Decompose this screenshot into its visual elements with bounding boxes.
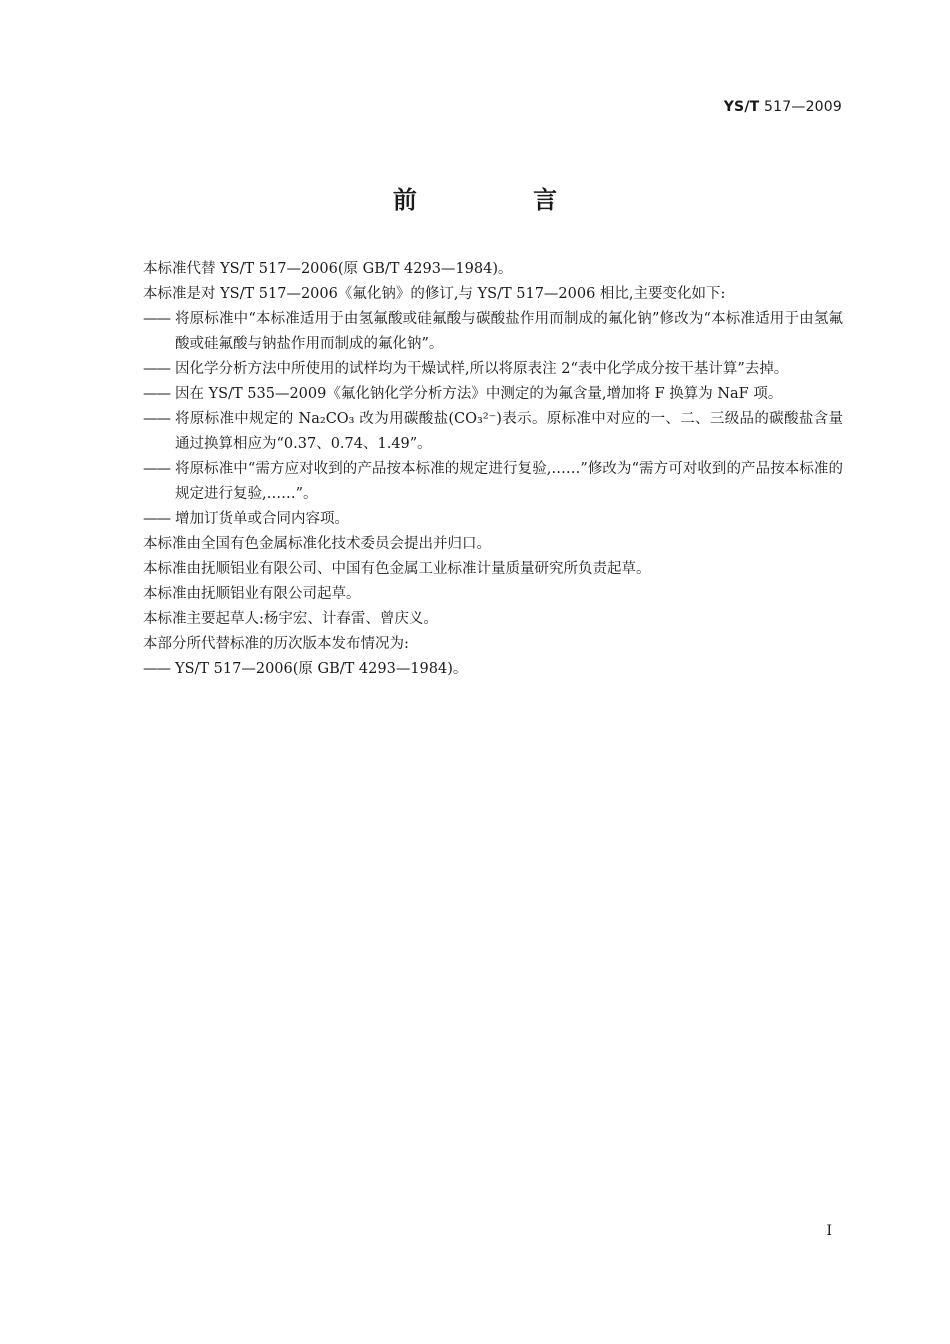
list-item xyxy=(143,657,843,682)
list-item xyxy=(143,457,843,507)
list-dash: —— xyxy=(143,511,170,527)
list-dash: —— xyxy=(143,311,170,327)
list-item-text: 因在 YS/T 535—2009《氟化钠化学分析方法》中测定的为氟含量,增加将 F 换算为 NaF 项。 xyxy=(175,386,783,402)
list-item xyxy=(143,507,843,532)
list-item-text: 增加订货单或合同内容项。 xyxy=(175,511,349,527)
page-title: 前 言 xyxy=(392,186,612,214)
paragraph: 本部分所代替标准的历次版本发布情况为: xyxy=(143,636,409,652)
page-number: I xyxy=(826,1223,832,1239)
foreword-body xyxy=(143,257,843,682)
list-item-text: 将原标准中规定的 Na₂CO₃ 改为用碳酸盐(CO₃²⁻)表示。原标准中对应的一、二、三级品的碳酸盐含量通过换算相应为“0.37、0.74、1.49”。 xyxy=(175,411,843,452)
list-item-text: 因化学分析方法中所使用的试样均为干燥试样,所以将原表注 2“表中化学成分按干基计算”去掉。 xyxy=(175,361,789,377)
list-dash: —— xyxy=(143,361,170,377)
standard-code xyxy=(724,99,842,115)
list-dash: —— xyxy=(143,386,170,402)
list-item-text: YS/T 517—2006(原 GB/T 4293—1984)。 xyxy=(175,661,468,677)
list-item xyxy=(143,307,843,357)
paragraph: 本标准由抚顺铝业有限公司起草。 xyxy=(143,586,361,602)
paragraph: 本标准主要起草人:杨宇宏、计春雷、曾庆义。 xyxy=(143,611,438,627)
standard-code-number: 517—2009 xyxy=(764,99,842,115)
paragraph: 本标准由全国有色金属标准化技术委员会提出并归口。 xyxy=(143,536,491,552)
standard-code-prefix: YS/T xyxy=(723,99,760,115)
list-dash: —— xyxy=(143,661,170,677)
list-item xyxy=(143,407,843,457)
paragraph: 本标准由抚顺铝业有限公司、中国有色金属工业标准计量质量研究所负责起草。 xyxy=(143,561,651,577)
list-dash: —— xyxy=(143,461,170,477)
paragraph: 本标准是对 YS/T 517—2006《氟化钠》的修订,与 YS/T 517—2006 相比,主要变化如下: xyxy=(143,286,726,302)
list-item-text: 将原标准中“本标准适用于由氢氟酸或硅氟酸与碳酸盐作用而制成的氟化钠”修改为“本标准适用于由氢氟酸或硅氟酸与钠盐作用而制成的氟化钠”。 xyxy=(175,311,843,352)
list-item-text: 将原标准中“需方应对收到的产品按本标准的规定进行复验,……”修改为“需方可对收到的产品按本标准的规定进行复验,……”。 xyxy=(175,461,843,502)
list-dash: —— xyxy=(143,411,170,427)
list-item xyxy=(143,357,843,382)
list-item xyxy=(143,382,843,407)
paragraph: 本标准代替 YS/T 517—2006(原 GB/T 4293—1984)。 xyxy=(143,261,513,277)
